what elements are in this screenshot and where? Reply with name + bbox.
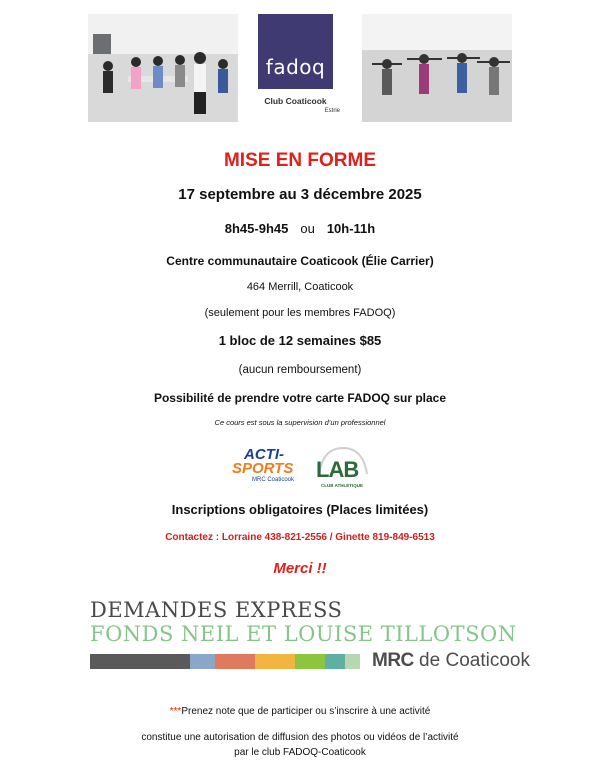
footer-note-1 xyxy=(0,706,600,717)
acti-line2: SPORTS xyxy=(232,460,294,477)
logo-text: fadoq xyxy=(265,55,326,79)
thanks-text: Merci !! xyxy=(273,560,327,577)
class-photo-right xyxy=(362,14,512,122)
acti-line1: ACTI- xyxy=(244,446,284,463)
club-name: Club Coaticook xyxy=(264,96,327,106)
time-slot-2: 10h-11h xyxy=(326,221,376,236)
acti-sports-logo xyxy=(228,446,304,486)
time-separator: ou xyxy=(300,221,315,236)
card-note: Possibilité de prendre votre carte FADOQ sur place xyxy=(153,391,447,405)
class-photo-left xyxy=(88,14,238,122)
event-title: MISE EN FORME xyxy=(223,150,376,171)
bar-segment-6 xyxy=(325,654,345,669)
footer-line1: Prenez note que de participer ou s’inscrire à une activité xyxy=(181,706,431,717)
price: 1 bloc de 12 semaines $85 xyxy=(218,333,382,348)
bar-segment-4 xyxy=(255,654,295,669)
refund-note: (aucun remboursement) xyxy=(238,364,362,376)
time-slot-1: 8h45-9h45 xyxy=(224,221,289,236)
contact-info: Contactez : Lorraine 438-821-2556 / Ginette 819-849-6513 xyxy=(165,532,435,543)
fadoq-logo xyxy=(258,14,333,89)
bar-segment-5 xyxy=(295,654,325,669)
sponsor-line1: DEMANDES EXPRESS xyxy=(90,598,343,622)
sponsor-line2: FONDS NEIL ET LOUISE TILLOTSON xyxy=(90,622,517,646)
event-times xyxy=(0,221,600,236)
bar-segment-1 xyxy=(90,654,190,669)
lab-logo xyxy=(313,444,373,490)
members-only-note: (seulement pour les membres FADOQ) xyxy=(204,307,396,319)
mrc-logo xyxy=(372,650,530,672)
lab-subtitle: CLUB ATHLÉTIQUE xyxy=(321,483,363,488)
bar-segment-7 xyxy=(345,654,360,669)
lab-text: LAB xyxy=(316,457,359,482)
supervision-note: Ce cours est sous la supervision d’un professionnel xyxy=(214,418,386,427)
bar-segment-2 xyxy=(190,654,215,669)
mrc-bold: MRC xyxy=(372,650,414,671)
sponsor-color-bar xyxy=(90,654,360,669)
bar-segment-3 xyxy=(215,654,255,669)
venue-name: Centre communautaire Coaticook (Élie Carrier) xyxy=(166,254,434,268)
venue-address: 464 Merrill, Coaticook xyxy=(246,281,354,293)
event-dates: 17 septembre au 3 décembre 2025 xyxy=(178,186,422,203)
footer-stars: *** xyxy=(169,706,182,717)
club-region: Estrie xyxy=(324,108,340,114)
mrc-rest: de Coaticook xyxy=(413,650,530,671)
footer-note-3: par le club FADOQ-Coaticook xyxy=(234,747,366,758)
registration-note: Inscriptions obligatoires (Places limitées) xyxy=(171,502,429,517)
footer-note-2: constitue une autorisation de diffusion des photos ou vidéos de l’activité xyxy=(141,732,459,743)
acti-line3: MRC Coaticook xyxy=(252,477,295,483)
